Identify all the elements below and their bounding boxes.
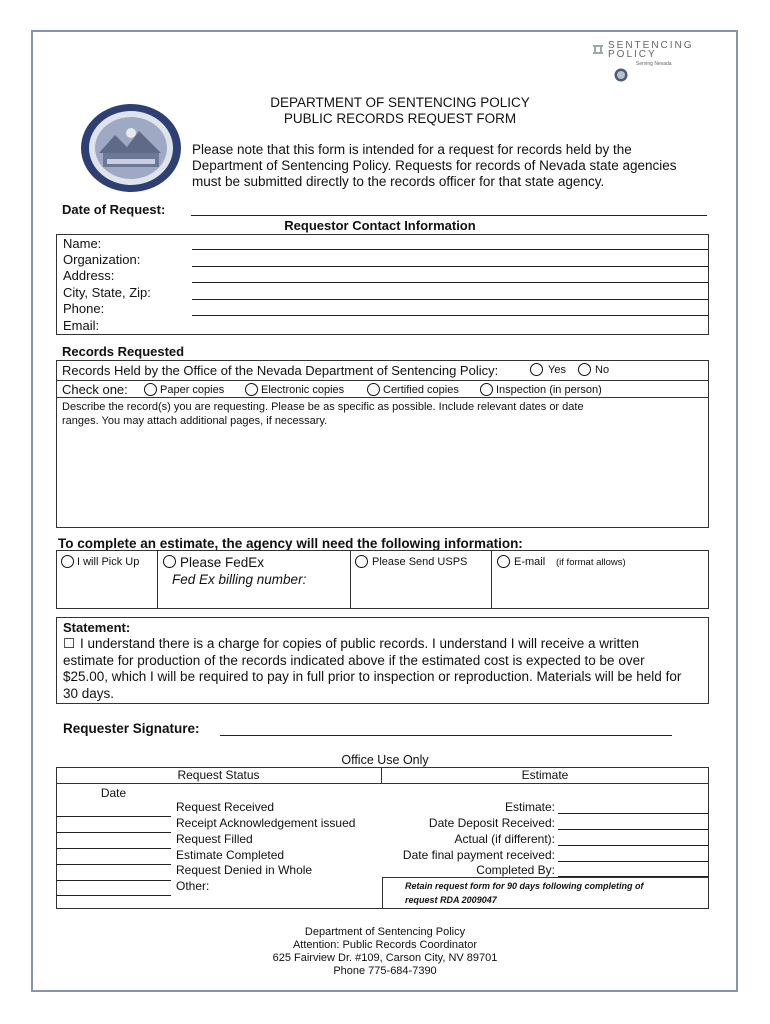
email-note: (if format allows) <box>556 557 626 568</box>
status-request-filled: Request Filled <box>176 832 253 846</box>
divider <box>350 550 351 609</box>
inspection-label: Inspection (in person) <box>496 384 602 396</box>
acknowledgement-date-field[interactable] <box>56 832 171 833</box>
organization-field[interactable] <box>192 266 708 267</box>
deposit-received-field[interactable] <box>558 829 708 830</box>
form-title: PUBLIC RECORDS REQUEST FORM <box>283 111 517 126</box>
divider <box>157 550 158 609</box>
logo-line1: SENTENCING <box>608 40 694 51</box>
email-delivery-label: E-mail <box>514 556 546 568</box>
city-state-zip-field[interactable] <box>192 299 708 300</box>
contact-heading: Requestor Contact Information <box>284 218 476 233</box>
address-field[interactable] <box>192 282 708 283</box>
statement-checkbox[interactable]: ☐ <box>63 636 76 651</box>
phone-field[interactable] <box>192 315 708 316</box>
retain-note-line2: request RDA 2009047 <box>405 895 497 905</box>
email-radio[interactable] <box>497 553 511 571</box>
divider <box>56 783 709 784</box>
status-request-denied: Request Denied in Whole <box>176 863 313 877</box>
statement-line4: 30 days. <box>63 686 115 701</box>
final-payment-label: Date final payment received: <box>402 848 555 862</box>
fedex-radio[interactable] <box>163 553 177 571</box>
actual-label: Actual (if different): <box>454 832 555 846</box>
request-status-header: Request Status <box>177 768 260 782</box>
records-description-textarea[interactable] <box>60 430 704 524</box>
other-date-field[interactable] <box>56 895 171 896</box>
certified-copies-label: Certified copies <box>383 384 459 396</box>
no-radio[interactable] <box>578 361 592 379</box>
organization-label: Organization: <box>63 252 141 267</box>
inspection-radio[interactable] <box>480 381 494 399</box>
logo-tagline: Serving Nevada <box>636 61 672 67</box>
estimate-heading: To complete an estimate, the agency will need the following information: <box>58 536 523 551</box>
statement-heading: Statement: <box>63 620 131 635</box>
pick-up-radio[interactable] <box>61 553 75 571</box>
name-label: Name: <box>63 236 102 251</box>
paper-copies-radio[interactable] <box>144 381 158 399</box>
footer-line1: Department of Sentencing Policy <box>304 926 466 938</box>
footer-line3: 625 Fairview Dr. #109, Carson City, NV 89701 <box>272 952 498 964</box>
yes-radio[interactable] <box>530 361 544 379</box>
status-other: Other: <box>176 879 210 893</box>
pick-up-label: I will Pick Up <box>77 556 140 568</box>
estimate-date-field[interactable] <box>56 864 171 865</box>
received-date-field[interactable] <box>56 816 171 817</box>
estimate-field[interactable] <box>558 813 708 814</box>
footer-line4: Phone 775-684-7390 <box>333 965 437 977</box>
usps-radio[interactable] <box>355 553 369 571</box>
date-of-request-label: Date of Request: <box>62 202 166 217</box>
yes-label: Yes <box>548 364 566 376</box>
divider <box>491 550 492 609</box>
name-field[interactable] <box>192 249 708 250</box>
office-heading: Office Use Only <box>341 753 429 767</box>
final-payment-field[interactable] <box>558 861 708 862</box>
status-receipt-ack: Receipt Acknowledgement issued <box>176 816 356 830</box>
date-column-label: Date <box>100 786 127 800</box>
paper-copies-label: Paper copies <box>160 384 225 396</box>
logo-line2: POLICY <box>608 49 657 60</box>
email-label: Email: <box>63 318 100 333</box>
small-seal-icon <box>614 68 628 82</box>
dept-title: DEPARTMENT OF SENTENCING POLICY <box>270 95 530 110</box>
statement-line1: I understand there is a charge for copies of public records. I understand I will receive a written <box>80 636 640 651</box>
fedex-label: Please FedEx <box>180 555 265 570</box>
electronic-copies-radio[interactable] <box>245 381 259 399</box>
deposit-received-label: Date Deposit Received: <box>428 816 555 830</box>
status-request-received: Request Received <box>176 800 275 814</box>
nevada-state-seal-icon <box>77 103 185 193</box>
describe-line1: Describe the record(s) you are requesting. Please be as specific as possible. Include relevant dates or date <box>62 401 584 413</box>
completed-by-label: Completed By: <box>476 863 555 877</box>
date-of-request-field[interactable] <box>191 215 707 216</box>
footer-line2: Attention: Public Records Coordinator <box>292 939 478 951</box>
statement-line2: estimate for production of the records indicated above if the estimated cost is expected to be over <box>63 653 645 668</box>
statement-line3: $25.00, which I will be required to pay in full prior to inspection or reproduction. Materials will be held for <box>63 669 682 684</box>
sentencing-policy-logo <box>590 40 710 90</box>
signature-field[interactable] <box>220 735 672 736</box>
check-one-label: Check one: <box>62 382 128 397</box>
held-by-label: Records Held by the Office of the Nevada Department of Sentencing Policy: <box>62 363 499 378</box>
denied-date-field[interactable] <box>56 880 171 881</box>
address-label: Address: <box>63 268 115 283</box>
signature-label: Requester Signature: <box>63 721 200 736</box>
certified-copies-radio[interactable] <box>367 381 381 399</box>
retain-note-line1: Retain request form for 90 days following completing of <box>405 881 644 891</box>
phone-label: Phone: <box>63 301 105 316</box>
city-state-zip-label: City, State, Zip: <box>63 285 151 300</box>
note-line1: Please note that this form is intended for a request for records held by the <box>192 142 632 157</box>
estimate-header: Estimate <box>521 768 569 782</box>
actual-field[interactable] <box>558 845 708 846</box>
status-estimate-completed: Estimate Completed <box>176 848 285 862</box>
no-label: No <box>595 364 610 376</box>
estimate-label: Estimate: <box>504 800 555 814</box>
filled-date-field[interactable] <box>56 848 171 849</box>
electronic-copies-label: Electronic copies <box>261 384 345 396</box>
describe-line2: ranges. You may attach additional pages, if necessary. <box>62 415 328 427</box>
usps-label: Please Send USPS <box>372 556 468 568</box>
records-heading: Records Requested <box>62 344 185 359</box>
fedex-billing-label: Fed Ex billing number: <box>172 572 307 587</box>
note-line2: Department of Sentencing Policy. Requests for records of Nevada state agencies <box>192 158 677 173</box>
note-line3: must be submitted directly to the records officer for that state agency. <box>192 174 605 189</box>
pillar-icon <box>592 43 604 55</box>
